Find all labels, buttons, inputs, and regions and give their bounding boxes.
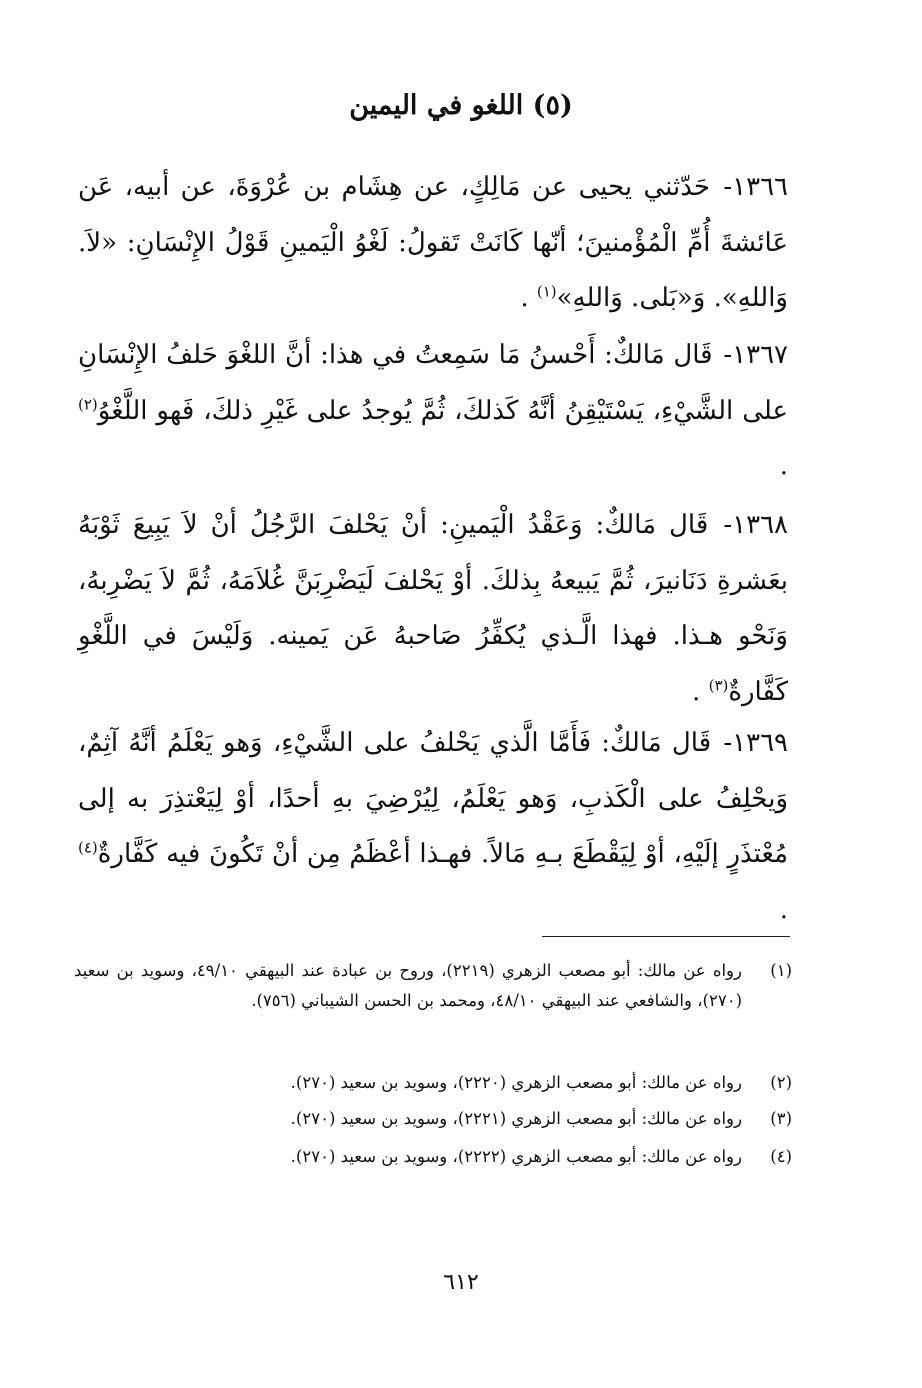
paragraph-end: .: [779, 894, 788, 925]
footnote-number: (٣): [770, 1109, 792, 1128]
footnote-4: [74, 1142, 792, 1172]
page-number: ٦١٢: [443, 1270, 479, 1295]
footnote-divider: [542, 936, 790, 937]
hadith-number: ١٣٦٦-: [723, 172, 788, 202]
footnote-marker: (٣): [708, 675, 729, 694]
hadith-text: قَال مَالكٌ: أَحْسنُ مَا سَمِعتُ في هذا: أنَّ اللغْوَ حَلفُ الإِنْسَانِ على الشَّيْءِ، يَسْتَيْقِنُ أنَّهُ كَذلكَ، ثُمَّ يُوجدُ على غَيْرِ ذلكَ، فَهو اللَّغْوُ: [78, 340, 788, 426]
footnote-marker: (٤): [78, 838, 98, 857]
hadith-paragraph-1369: [78, 716, 788, 938]
footnote-number: (١): [770, 961, 792, 980]
paragraph-end: .: [692, 676, 709, 707]
hadith-text: قَال مَالكٌ: وَعَقْدُ الْيَمينِ: أنْ يَحْلفَ الرَّجُلُ أنْ لاَ يَبِيعَ ثَوْبَهُ بعَشرةِ دَنَانيرَ، ثُمَّ يَبيعهُ بِذلكَ. أوْ يَحْلفَ لَيَضْرِبَنَّ غُلاَمَهُ، ثُمَّ لاَ يَضْرِبهُ، وَنَحْو هـذا. فهذا الَّـذي يُكفِّرُ صَاحبهُ عَن يَمينه. وَلَيْسَ في اللَّغْوِ كَفَّارةٌ: [78, 510, 788, 707]
footnote-2: [74, 1068, 792, 1098]
hadith-paragraph-1366: [78, 160, 788, 327]
footnote-text: رواه عن مالك: أبو مصعب الزهري (٢٢١٩)، وروح بن عبادة عند البيهقي ٤٩/١٠، وسويد بن سعيد (٢٧٠)، والشافعي عند البيهقي ٤٨/١٠، ومحمد بن الحسن الشيباني (٧٥٦).: [74, 961, 742, 1010]
footnote-text: رواه عن مالك: أبو مصعب الزهري (٢٢٢٠)، وسويد بن سعيد (٢٧٠).: [290, 1073, 742, 1092]
footnote-text: رواه عن مالك: أبو مصعب الزهري (٢٢٢١)، وسويد بن سعيد (٢٧٠).: [290, 1109, 742, 1128]
hadith-number: ١٣٦٧-: [723, 340, 788, 370]
hadith-paragraph-1367: [78, 328, 788, 495]
footnote-number: (٢): [770, 1073, 792, 1092]
hadith-text: قَال مَالكٌ: فَأَمَّا الَّذي يَحْلفُ على الشَّيْءِ، وَهو يَعْلَمُ أنَّهُ آثِمٌ، وَيحْلِفُ على الْكَذبِ، وَهو يَعْلَمُ، لِيُرْضِيَ بهِ أحدًا، أوْ لِيَعْتذِرَ به إلى مُعْتذَرٍ إلَيْهِ، أوْ لِيَقْطَعَ بـهِ مَالاً. فهـذا أعْظَمُ مِن أنْ تَكُونَ فيه كَفَّارةٌ: [78, 728, 788, 869]
footnote-marker: (٢): [78, 394, 98, 413]
paragraph-end: .: [779, 451, 788, 481]
footnote-1: [74, 956, 792, 1016]
footnote-3: [74, 1104, 792, 1134]
hadith-number: ١٣٦٨-: [723, 510, 788, 540]
chapter-title: (٥) اللغو في اليمين: [349, 90, 573, 121]
hadith-paragraph-1368: [78, 498, 788, 720]
footnote-text: رواه عن مالك: أبو مصعب الزهري (٢٢٢٢)، وسويد بن سعيد (٢٧٠).: [290, 1147, 742, 1166]
paragraph-end: .: [520, 283, 537, 313]
footnote-marker: (١): [536, 282, 557, 301]
hadith-number: ١٣٦٩-: [723, 728, 789, 758]
footnote-number: (٤): [770, 1147, 792, 1166]
hadith-text: حَدّثني يحيى عن مَالِكٍ، عن هِشَام بن عُرْوَةَ، عن أبيه، عَن عَائشةَ أُمِّ الْمُؤْمنينَ؛ أنّها كَانَتْ تَقولُ: لَغْوُ الْيَمينِ قَوْلُ الإِنْسَانِ: «لاَ. وَاللهِ». وَ«بَلى. وَاللهِ»: [78, 172, 788, 313]
